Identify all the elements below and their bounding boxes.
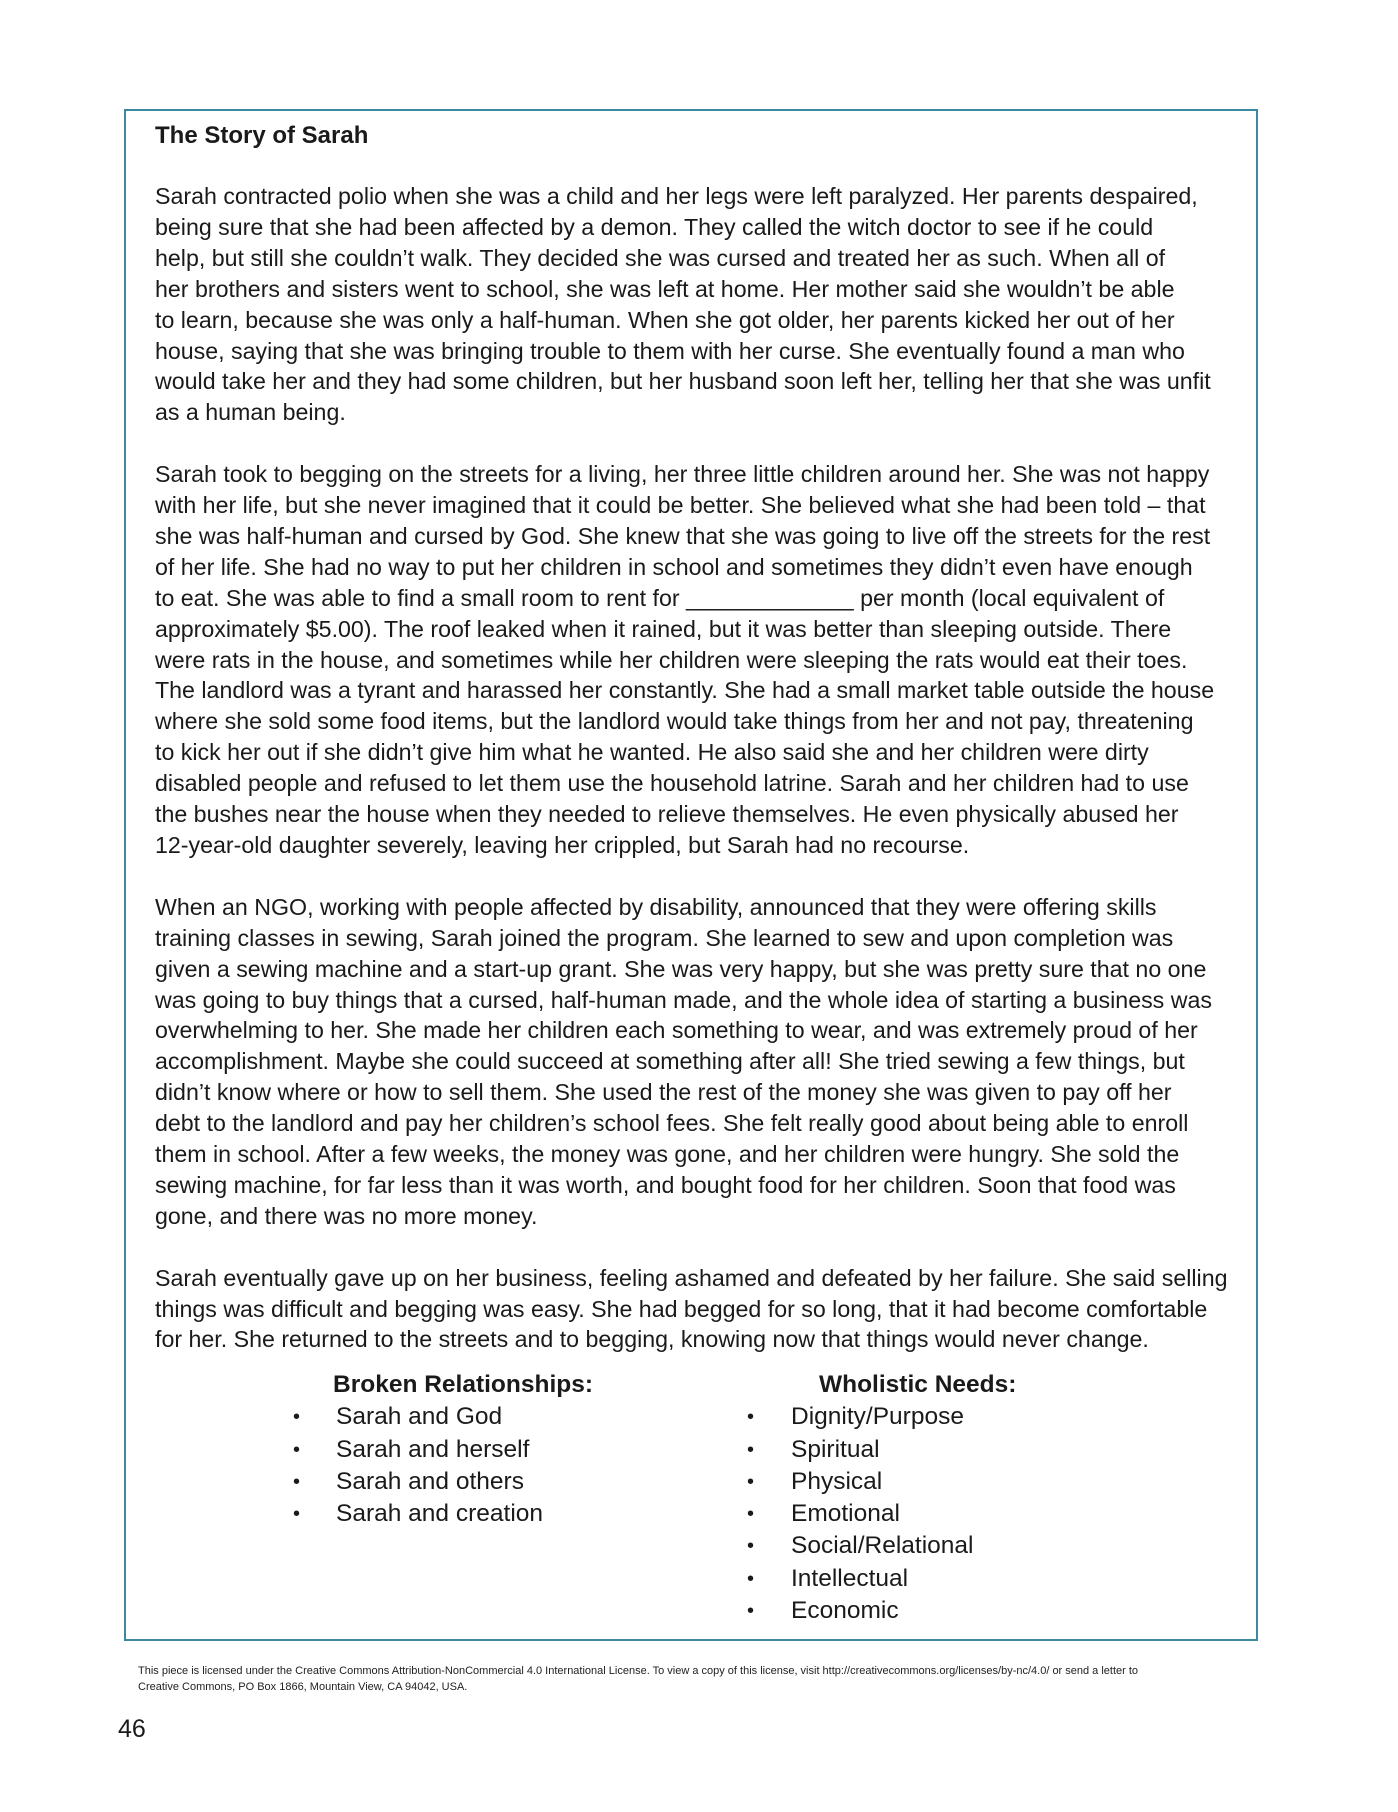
paragraph-line: things was difficult and begging was easy. She had begged for so long, that it had become comfortable (155, 1295, 1208, 1322)
paragraph-line: for her. She returned to the streets and to begging, knowing now that things would never change. (155, 1326, 1149, 1353)
paragraph-line: Sarah eventually gave up on her business, feeling ashamed and defeated by her failure. She said selling (155, 1264, 1228, 1291)
list-item (747, 1530, 1016, 1562)
paragraph-line: approximately $5.00). The roof leaked when it rained, but it was better than sleeping outside. There (155, 615, 1172, 642)
paragraph-line: When an NGO, working with people affected by disability, announced that they were offering skills (155, 893, 1157, 920)
list-item-label: Sarah and herself (336, 1435, 530, 1463)
license-line: This piece is licensed under the Creative Commons Attribution-NonCommercial 4.0 International License. To view a copy of this license, visit http://creativecommons.org/licenses/by-nc/4.0/ or send a letter to (138, 1665, 1139, 1677)
paragraph-line: them in school. After a few weeks, the money was gone, and her children were hungry. She sold the (155, 1141, 1180, 1168)
wholistic-needs-items (747, 1401, 1016, 1627)
paragraph-line: would take her and they had some children, but her husband soon left her, telling her that she was unfit (155, 368, 1211, 395)
paragraph-line: disabled people and refused to let them use the household latrine. Sarah and her children had to use (155, 770, 1189, 797)
paragraph-line: house, saying that she was bringing trouble to them with her curse. She eventually found a man who (155, 337, 1185, 364)
paragraph-line: Sarah took to begging on the streets for a living, her three little children around her. She was not happy (155, 461, 1210, 488)
list-item-label: Social/Relational (791, 1532, 974, 1560)
paragraph-line: with her life, but she never imagined that it could be better. She believed what she had been told – that (155, 492, 1206, 519)
list-item-label: Sarah and creation (336, 1500, 544, 1528)
broken-relationships-heading: Broken Relationships: (333, 1371, 594, 1398)
wholistic-needs-list (747, 1369, 1016, 1627)
broken-relationships-items (293, 1401, 593, 1530)
list-item-label: Dignity/Purpose (791, 1403, 964, 1431)
list-item (293, 1401, 593, 1433)
paragraph-line: debt to the landlord and pay her children’s school fees. She felt really good about being able to enroll (155, 1110, 1189, 1137)
paragraph-line: her brothers and sisters went to school, she was left at home. Her mother said she wouldn’t be able (155, 275, 1175, 302)
paragraph-line: gone, and there was no more money. (155, 1202, 538, 1229)
list-item-label: Sarah and others (336, 1467, 524, 1495)
list-item (747, 1434, 1016, 1466)
paragraph-line: sewing machine, for far less than it was worth, and bought food for her children. Soon that food was (155, 1171, 1176, 1198)
paragraph-line: The landlord was a tyrant and harassed her constantly. She had a small market table outside the house (155, 677, 1215, 704)
wholistic-needs-heading: Wholistic Needs: (819, 1371, 1017, 1398)
story-body (155, 181, 1255, 1386)
list-item-label: Physical (791, 1467, 883, 1495)
bullet-icon: • (293, 1406, 301, 1429)
story-paragraph-1 (155, 181, 1255, 428)
license-notice (138, 1663, 1248, 1695)
paragraph-line: were rats in the house, and sometimes while her children were sleeping the rats would eat their toes. (155, 646, 1188, 673)
paragraph-line: didn’t know where or how to sell them. She used the rest of the money she was given to pay off her (155, 1079, 1172, 1106)
list-item-label: Economic (791, 1597, 899, 1625)
bullet-icon: • (293, 1438, 301, 1461)
list-item-label: Intellectual (791, 1564, 909, 1592)
paragraph-line: accomplishment. Maybe she could succeed at something after all! She tried sewing a few things, but (155, 1048, 1185, 1075)
paragraph-line: as a human being. (155, 399, 346, 426)
list-item-label: Spiritual (791, 1435, 880, 1463)
list-item (293, 1466, 593, 1498)
paragraph-line: to learn, because she was only a half-human. When she got older, her parents kicked her out of her (155, 306, 1175, 333)
paragraph-line: training classes in sewing, Sarah joined the program. She learned to sew and upon completion was (155, 924, 1174, 951)
paragraph-line: being sure that she had been affected by a demon. They called the witch doctor to see if he could (155, 213, 1154, 240)
bullet-icon: • (747, 1470, 755, 1493)
paragraph-line: overwhelming to her. She made her children each something to wear, and was extremely proud of her (155, 1017, 1198, 1044)
paragraph-line: of her life. She had no way to put her children in school and sometimes they didn’t even have enough (155, 553, 1193, 580)
bullet-icon: • (747, 1567, 755, 1590)
list-item (747, 1563, 1016, 1595)
bullet-icon: • (747, 1535, 755, 1558)
bullet-icon: • (747, 1503, 755, 1526)
list-item-label: Emotional (791, 1500, 900, 1528)
page-number: 46 (118, 1715, 146, 1743)
paragraph-line: Sarah contracted polio when she was a child and her legs were left paralyzed. Her parents despaired, (155, 183, 1198, 209)
paragraph-line: where she sold some food items, but the landlord would take things from her and not pay, threatening (155, 708, 1194, 735)
broken-relationships-list (293, 1369, 593, 1530)
paragraph-line: given a sewing machine and a start-up grant. She was very happy, but she was pretty sure that no one (155, 955, 1207, 982)
paragraph-line: the bushes near the house when they needed to relieve themselves. He even physically abused her (155, 801, 1179, 828)
story-title: The Story of Sarah (155, 122, 369, 149)
bullet-icon: • (747, 1438, 755, 1461)
list-item (747, 1401, 1016, 1433)
list-item (293, 1498, 593, 1530)
paragraph-line: to eat. She was able to find a small room to rent for _____________ per month (local equivalent of (155, 584, 1165, 611)
story-paragraph-3 (155, 892, 1255, 1232)
bullet-icon: • (293, 1470, 301, 1493)
license-line: Creative Commons, PO Box 1866, Mountain View, CA 94042, USA. (138, 1681, 468, 1693)
paragraph-line: help, but still she couldn’t walk. They decided she was cursed and treated her as such. When all of (155, 244, 1166, 271)
bullet-icon: • (293, 1503, 301, 1526)
list-item (747, 1595, 1016, 1627)
list-item-label: Sarah and God (336, 1403, 503, 1431)
list-item (747, 1498, 1016, 1530)
story-paragraph-4 (155, 1263, 1255, 1356)
paragraph-line: she was half-human and cursed by God. She knew that she was going to live off the streets for the rest (155, 522, 1211, 549)
list-item (293, 1434, 593, 1466)
paragraph-line: to kick her out if she didn’t give him what he wanted. He also said she and her children were dirty (155, 739, 1149, 766)
paragraph-line: was going to buy things that a cursed, half-human made, and the whole idea of starting a business was (155, 986, 1212, 1013)
bullet-icon: • (747, 1600, 755, 1623)
story-paragraph-2 (155, 459, 1255, 861)
list-item (747, 1466, 1016, 1498)
bullet-icon: • (747, 1406, 755, 1429)
paragraph-line: 12-year-old daughter severely, leaving her crippled, but Sarah had no recourse. (155, 832, 970, 859)
